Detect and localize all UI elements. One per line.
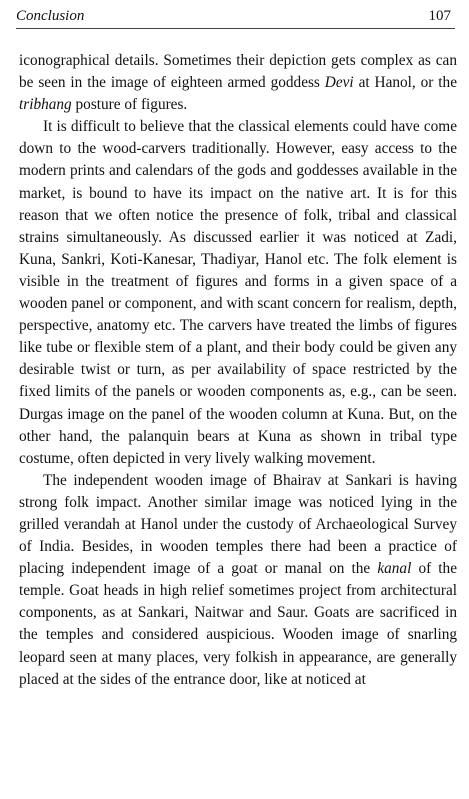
italic-term: kanal: [377, 560, 412, 578]
text-run: posture of figures.: [71, 96, 188, 114]
italic-term: tribhang: [19, 96, 72, 114]
running-title: Conclusion: [16, 8, 85, 24]
text-run: at Hanol, or the: [353, 74, 457, 92]
italic-term: Devi: [324, 74, 354, 92]
text-run: The independent wooden image of Bhairav at Sankari is having strong folk impact. Another similar image was noticed lying in the grilled verandah at Hanol under the custody of Archaeological Survey of India. Besides, in wooden temples there had been a practice of placing independent image of a goat or manal on the: [19, 471, 457, 578]
text-run: of the temple. Goat heads in high relief sometimes project from architectural components, as at Sankari, Naitwar and Saur. Goats are sacrificed in the temples and considered auspicious. Wooden image of snarling leopard seen at many places, very folkish in appearance, are generally placed at the sides of the entrance door, like at noticed at: [19, 560, 457, 688]
page-header: [16, 6, 455, 29]
text-run: It is difficult to believe that the classical elements could have come down to the wood-carvers traditionally. However, easy access to the modern prints and calendars of the gods and goddesses available in the market, is bound to have its impact on the native art. It is for this reason that we often notice the presence of folk, tribal and classical strains simultaneously. As discussed earlier it was noticed at Zadi, Kuna, Sankri, Koti-Kanesar, Thadiyar, Hanol etc. The folk element is visible in the treatment of figures and forms in a given space of a wooden panel or component, and with scant concern for realism, depth, perspective, anatomy etc. The carvers have treated the limbs of figures like tube or flexible stem of a plant, and their body could be given any desirable twist or turn, as per availability of space restricted by the fixed limits of the panels or wooden components as, e.g., can be seen. Durgas image on the panel of the wooden column at Kuna. But, on the other hand, the palanquin bears at Kuna as shown in tribal type costume, often depicted in very lively walking movement.: [19, 118, 457, 467]
paragraph: [19, 116, 457, 470]
page-number: 107: [428, 8, 451, 24]
paragraph: [19, 50, 457, 116]
text-run: iconographical details. Sometimes their depiction gets complex as can be seen in the image of eighteen armed goddess: [19, 52, 457, 92]
body-text: [19, 50, 457, 691]
paragraph: [19, 470, 457, 691]
